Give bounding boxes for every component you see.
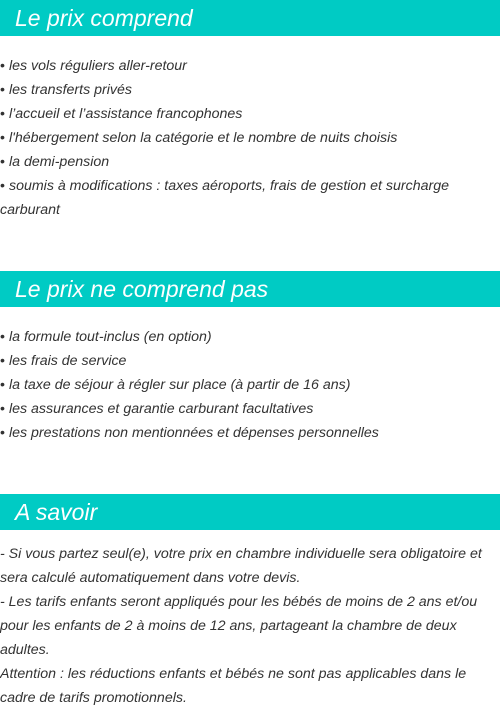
list-item [0, 373, 500, 397]
bullet-icon: • [0, 106, 5, 122]
section-title-excludes: Le prix ne comprend pas [15, 276, 269, 302]
section-title-includes: Le prix comprend [15, 5, 193, 31]
list-item-text: la demi-pension [8, 154, 110, 170]
section-header-info [0, 494, 500, 530]
info-line: - Les tarifs enfants seront appliqués pour les bébés de moins de 2 ans et/ou pour les enfants de 2 à moins de 12 ans, partageant la chambre de deux adultes. [0, 594, 478, 658]
bullet-icon: • [0, 130, 5, 146]
bullet-icon: • [0, 377, 5, 393]
excludes-list [0, 325, 500, 445]
list-item-text: les frais de service [8, 353, 127, 369]
list-item [0, 78, 500, 102]
list-item [0, 397, 500, 421]
list-item [0, 325, 500, 349]
section-excludes [0, 271, 500, 445]
list-item [0, 421, 500, 445]
section-header-includes [0, 0, 500, 36]
list-item-text: la formule tout-inclus (en option) [8, 329, 212, 345]
section-info [0, 494, 500, 710]
bullet-icon: • [0, 425, 5, 441]
section-includes [0, 0, 500, 222]
section-title-info: A savoir [15, 499, 98, 525]
list-item [0, 126, 500, 150]
info-line: Attention : les réductions enfants et bébés ne sont pas applicables dans le cadre de tarifs promotionnels. [0, 666, 467, 706]
list-item [0, 349, 500, 373]
list-item-text: les transferts privés [8, 82, 132, 98]
list-item-text: soumis à modifications : taxes aéroports, frais de gestion et surcharge carburant [0, 178, 449, 218]
section-header-excludes [0, 271, 500, 307]
bullet-icon: • [0, 82, 5, 98]
list-item-text: les vols réguliers aller-retour [8, 58, 187, 74]
list-item-text: la taxe de séjour à régler sur place (à partir de 16 ans) [8, 377, 351, 393]
list-item-text: les prestations non mentionnées et dépenses personnelles [8, 425, 379, 441]
list-item [0, 174, 500, 222]
bullet-icon: • [0, 178, 5, 194]
list-item-text: les assurances et garantie carburant facultatives [8, 401, 314, 417]
info-line: - Si vous partez seul(e), votre prix en chambre individuelle sera obligatoire et sera calculé automatiquement dans votre devis. [0, 546, 482, 586]
list-item [0, 54, 500, 78]
bullet-icon: • [0, 154, 5, 170]
bullet-icon: • [0, 329, 5, 345]
includes-list [0, 54, 500, 222]
list-item [0, 150, 500, 174]
list-item-text: l’accueil et l’assistance francophones [8, 106, 243, 122]
bullet-icon: • [0, 401, 5, 417]
list-item-text: l'hébergement selon la catégorie et le nombre de nuits choisis [8, 130, 398, 146]
bullet-icon: • [0, 58, 5, 74]
list-item [0, 102, 500, 126]
bullet-icon: • [0, 353, 5, 369]
